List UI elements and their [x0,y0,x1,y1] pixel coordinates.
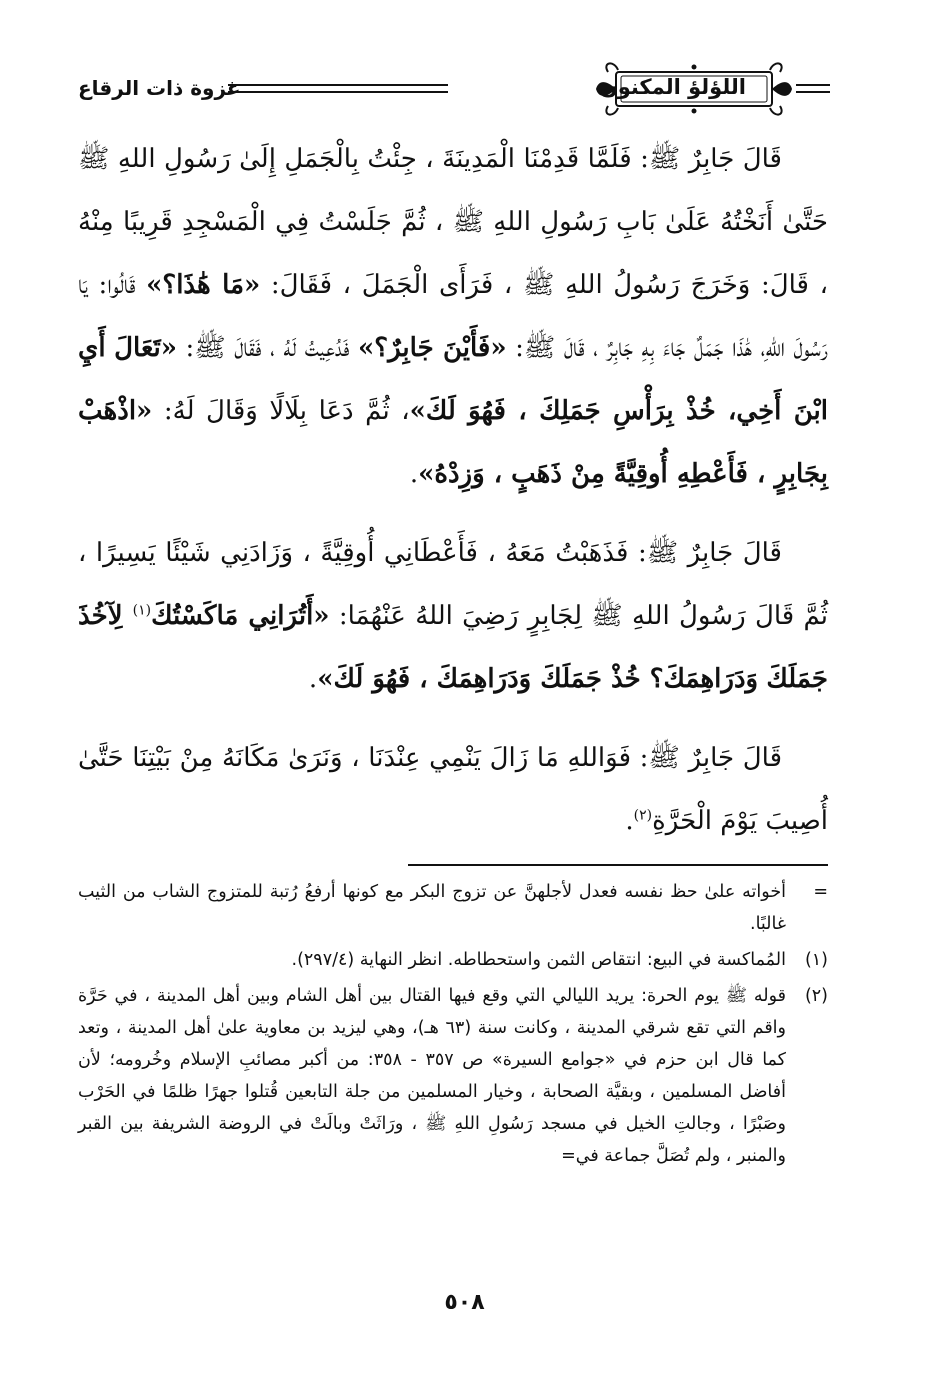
title-ornament-frame [594,58,794,120]
paragraph-1 [78,128,828,506]
footnotes [78,876,828,1176]
hadith-quote: «مَا هَٰذَا؟» [146,270,261,300]
text-span: . [308,664,318,694]
text-span: . [625,806,634,836]
page-number: ٥٠٨ [444,1290,485,1315]
hadith-quote: وَدَرَاهِمَكَ؟ خُذْ جَمَلَكَ وَدَرَاهِمَكَ ، فَهُوَ لَكَ» [317,664,759,694]
hadith-quote: «أَتُرَانِي مَاكَسْتُكَ [151,601,330,631]
text-span: ، ثُمَّ دَعَا بِلَالًا وَقَالَ لَهُ: [152,396,410,426]
footnote-text: أخواته علىٰ حظ نفسه فعدل لأجلهنَّ عن تزوج البكر مع كونها أرفعُ رُتبة للمتزوج الشاب من الثيب غالبًا. [78,882,786,934]
hadith-quote: «اذْهَبْ [78,396,153,426]
footnote-separator [408,864,828,866]
text-span: قَالُوا: يَا رَسُولَ اللهِ، [78,270,829,363]
footnote-text: قوله ﷺ يوم الحرة: يريد الليالي التي وقع فيها القتال بين أهل الشام وبين أهل المدينة ، في حَرَّة واقم التي تقع شرقي المدينة ، وكانت سنة (٦٣ هـ)، وهي ليزيد بن معاوية علىٰ أهل المدينة ، وتعد كما قال ابن حزم في «جوامع السيرة» ص ٣٥٧ - ٣٥٨: من أكبر مصائبِ الإسلام وخُرومه؛ لأن أفاضل المسلمين ، وبقيَّة الصحابة ، وخيار المسلمين من جلة التابعين قُتلوا جهرًا ظلمًا في الحَرْب وصَبْرًا ، وجالتِ الخيل في مسجد رَسُولِ اللهِ ﷺ ، ورَاثَتْ وبالَتْ في الروضة الشريفة بين القبر والمنبر ، ولم تُصَلَّ جماعة في= [78,986,787,1166]
footnote-mark: (١) [804,950,828,970]
footnote-2 [78,980,828,1172]
paragraph-2 [78,522,828,711]
text-span: . [409,459,419,489]
footnote-ref-2[interactable]: (٢) [633,807,653,824]
footnote-mark: = [813,882,828,902]
text-span: أُصِيبَ يَوْمَ الْحَرَّةِ [652,806,828,836]
book-title: اللؤلؤ المكنون [599,75,746,99]
page-header [78,58,818,128]
footnote-1 [78,944,828,976]
text-span: فَدُعِيتُ لَهُ ، فَقَالَ ﷺ: [176,333,359,363]
section-title: غزوة ذات الرقاع [78,76,241,100]
paragraph-3 [78,727,828,853]
hadith-quote: أَيِ ابْنَ أَخِي، خُذْ بِرَأْسِ جَمَلِكَ ، فَهُوَ لَكَ» [78,333,828,426]
text-span: حَتَّىٰ أَنَخْتُهُ عَلَىٰ بَابِ رَسُولِ اللهِ ﷺ ، ثُمَّ جَلَسْتُ فِي الْمَسْجِدِ قَرِيبًا مِنْهُ ، قَالَ: [78,207,828,300]
hadith-quote: «تَعَالَ [114,333,177,363]
main-text [78,128,828,869]
text-span: وَخَرَجَ رَسُولُ اللهِ ﷺ ، فَرَأَى الْجَمَلَ ، فَقَالَ: [260,270,751,300]
text-span: قَالَ جَابِرٌ ﷺ: فَوَاللهِ مَا زَالَ يَنْمِي عِنْدَنَا ، وَنَرَىٰ مَكَانَهُ مِنْ بَيْتِنَا حَتَّىٰ [78,743,782,773]
footnote-text: المُماكسة في البيع: انتقاص الثمن واستحطاطه. انظر النهاية (٢٩٧/٤). [291,950,786,970]
hadith-quote: لِآخُذَ جَمَلَكَ [78,601,828,694]
header-rule-left [228,84,448,93]
text-span: رَسُولُ اللهِ ﷺ لِجَابِرٍ رَضِيَ اللهُ عَنْهُمَا: [329,601,746,631]
hadith-quote: «فَأَيْنَ جَابِرٌ؟» [358,333,507,363]
text-span: هَٰذَا جَمَلٌ جَاءَ بِهِ جَابِرٌ ، قَالَ ﷺ: [506,333,752,363]
footnote-mark: (٢) [804,986,828,1006]
hadith-quote: بِجَابِرٍ ، فَأَعْطِهِ أُوقِيَّةً مِنْ ذَهَبٍ ، وَزِدْهُ» [418,459,828,489]
header-rule-right [796,84,830,93]
footnote-ref-1[interactable]: (١) [132,602,152,619]
footnote-continuation [78,876,828,940]
text-span: قَالَ جَابِرٌ ﷺ: فَلَمَّا قَدِمْنَا الْمَدِينَةَ ، جِئْتُ بِالْجَمَلِ إِلَىٰ رَسُولِ اللهِ ﷺ [78,144,782,174]
text-span: قَالَ جَابِرٌ ﷺ: فَذَهَبْتُ مَعَهُ ، فَأَعْطَانِي أُوقِيَّةً ، وَزَادَنِي شَيْئًا يَسِيرًا ، ثُمَّ قَالَ [78,538,829,631]
